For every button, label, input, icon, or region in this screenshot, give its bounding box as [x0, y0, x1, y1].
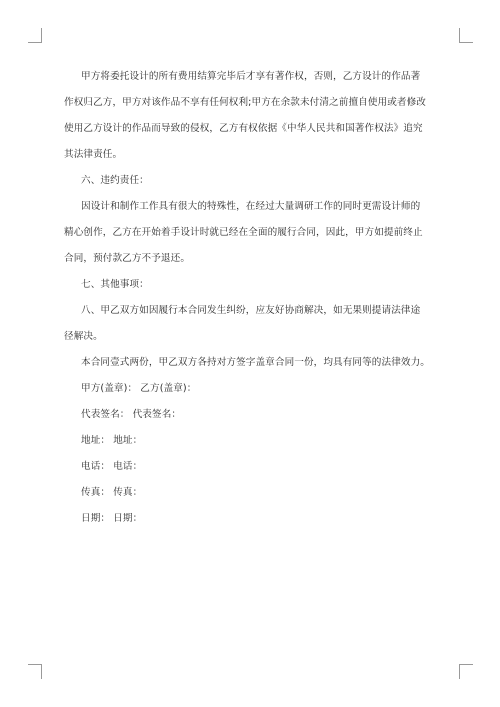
signature-address-row: 地址： 地址：	[81, 435, 143, 446]
paragraph-dispute-line-2: 径解决。	[64, 331, 103, 342]
signature-seal-row: 甲方(盖章)： 乙方(盖章)：	[81, 383, 197, 394]
paragraph-copyright-line-3: 使用乙方设计的作品而导致的侵权，乙方有权依据《中华人民共和国著作权法》追究	[64, 123, 423, 134]
crop-mark-top-right	[459, 28, 473, 43]
crop-mark-top-left	[28, 28, 42, 43]
section-heading-other: 七、其他事项：	[81, 279, 149, 290]
section-heading-breach: 六、违约责任：	[81, 175, 149, 186]
crop-mark-bottom-left	[28, 664, 42, 679]
paragraph-breach-line-2: 精心创作，乙方在开始着手设计时就已经在全面的履行合同，因此，甲方如提前终止	[64, 227, 423, 238]
crop-mark-bottom-right	[459, 664, 473, 679]
signature-fax-row: 传真： 传真：	[81, 487, 143, 498]
paragraph-breach-line-3: 合同，预付款乙方不予退还。	[64, 253, 191, 264]
signature-date-row: 日期： 日期：	[81, 513, 143, 524]
paragraph-copyright-line-1: 甲方将委托设计的所有费用结算完毕后才享有著作权，否则，乙方设计的作品著	[81, 71, 421, 82]
paragraph-copyright-line-2: 作权归乙方，甲方对该作品不享有任何权利;甲方在余款未付清之前擅自使用或者修改	[64, 97, 426, 108]
paragraph-copies: 本合同壹式两份，甲乙双方各持对方签字盖章合同一份，均具有同等的法律效力。	[81, 357, 430, 368]
paragraph-copyright-line-4: 其法律责任。	[64, 149, 123, 160]
signature-phone-row: 电话： 电话：	[81, 461, 143, 472]
paragraph-breach-line-1: 因设计和制作工作具有很大的特殊性，在经过大量调研工作的同时更需设计师的	[81, 201, 421, 212]
signature-representative-row: 代表签名： 代表签名：	[81, 409, 182, 420]
paragraph-dispute-line-1: 八、甲乙双方如因履行本合同发生纠纷，应友好协商解决，如无果则提请法律途	[81, 305, 421, 316]
